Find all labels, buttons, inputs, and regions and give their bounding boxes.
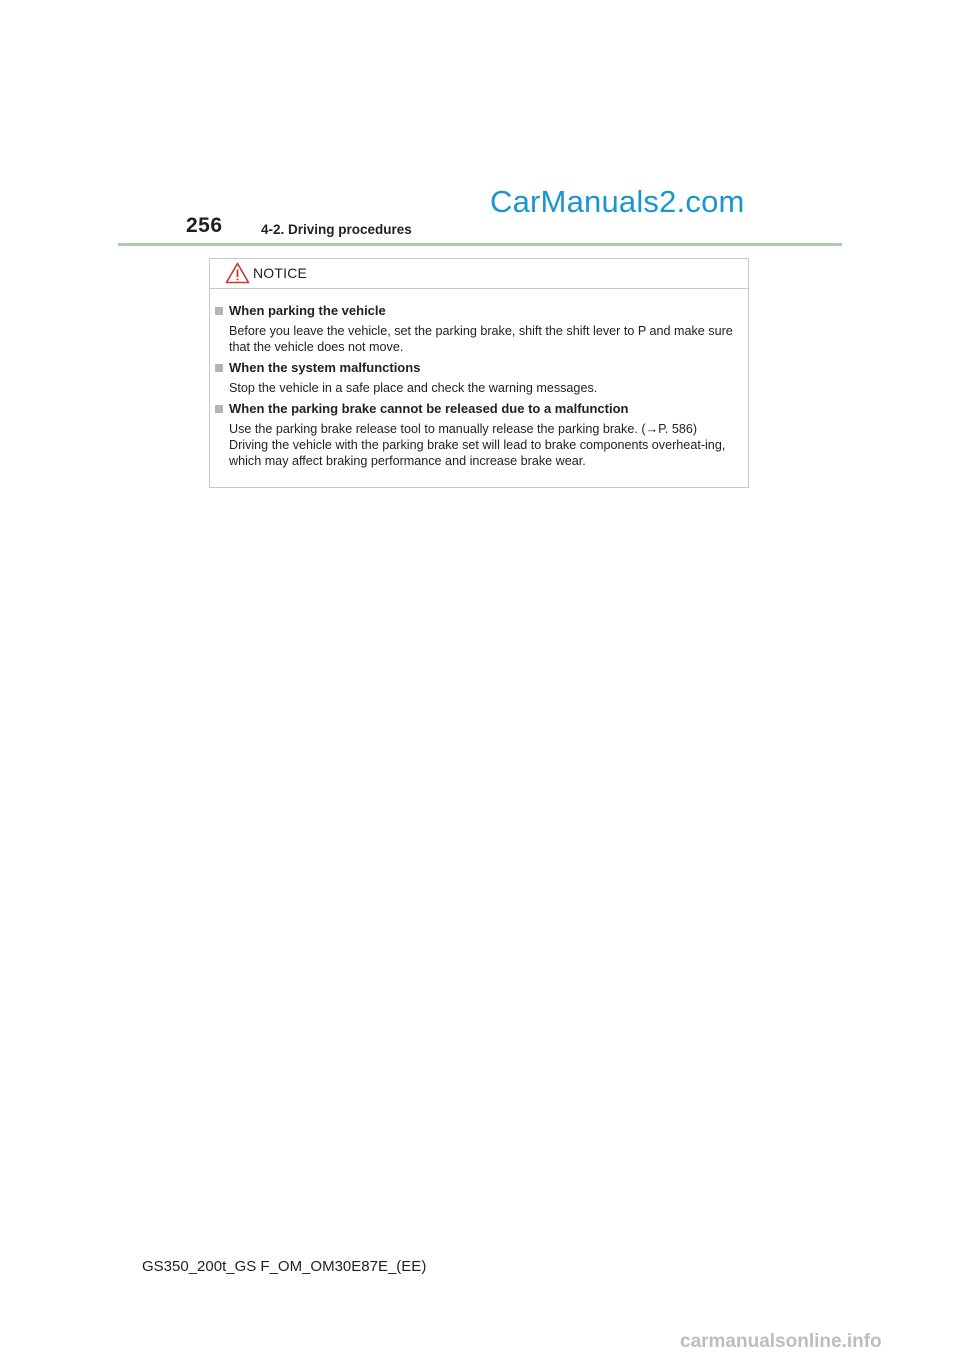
item-text bbox=[229, 323, 738, 355]
watermark-bottom: carmanualsonline.info bbox=[680, 1331, 882, 1352]
item-paragraph: Use the parking brake release tool to manually release the parking brake. (→P. 586) bbox=[229, 422, 698, 436]
header-rule bbox=[118, 243, 842, 246]
item-heading bbox=[215, 302, 738, 319]
square-bullet-icon bbox=[215, 405, 223, 413]
section-title: 4-2. Driving procedures bbox=[261, 222, 412, 237]
notice-box bbox=[209, 258, 749, 488]
notice-body bbox=[210, 289, 748, 469]
footer-code: GS350_200t_GS F_OM_OM30E87E_(EE) bbox=[142, 1258, 427, 1275]
item-paragraph: Before you leave the vehicle, set the parking brake, shift the shift lever to P and make sure that the vehicle does not move. bbox=[229, 324, 733, 354]
item-paragraph: Stop the vehicle in a safe place and check the warning messages. bbox=[229, 381, 598, 395]
square-bullet-icon bbox=[215, 364, 223, 372]
watermark-top: CarManuals2.com bbox=[490, 184, 745, 219]
notice-item bbox=[215, 302, 738, 355]
square-bullet-icon bbox=[215, 307, 223, 315]
item-heading-text: When the parking brake cannot be released due to a malfunction bbox=[229, 401, 629, 416]
notice-title: NOTICE bbox=[253, 265, 308, 281]
item-heading bbox=[215, 400, 738, 417]
notice-item bbox=[215, 400, 738, 469]
warning-triangle-icon bbox=[225, 262, 250, 284]
notice-item bbox=[215, 359, 738, 396]
item-paragraph: Driving the vehicle with the parking brake set will lead to brake components overheat-ing, which may affect braking performance and increase brake wear. bbox=[229, 438, 726, 468]
item-heading-text: When the system malfunctions bbox=[229, 360, 421, 375]
item-heading bbox=[215, 359, 738, 376]
page-number: 256 bbox=[186, 214, 223, 237]
item-heading-text: When parking the vehicle bbox=[229, 303, 386, 318]
item-text bbox=[229, 421, 738, 469]
notice-header bbox=[210, 259, 748, 289]
item-text bbox=[229, 380, 738, 396]
